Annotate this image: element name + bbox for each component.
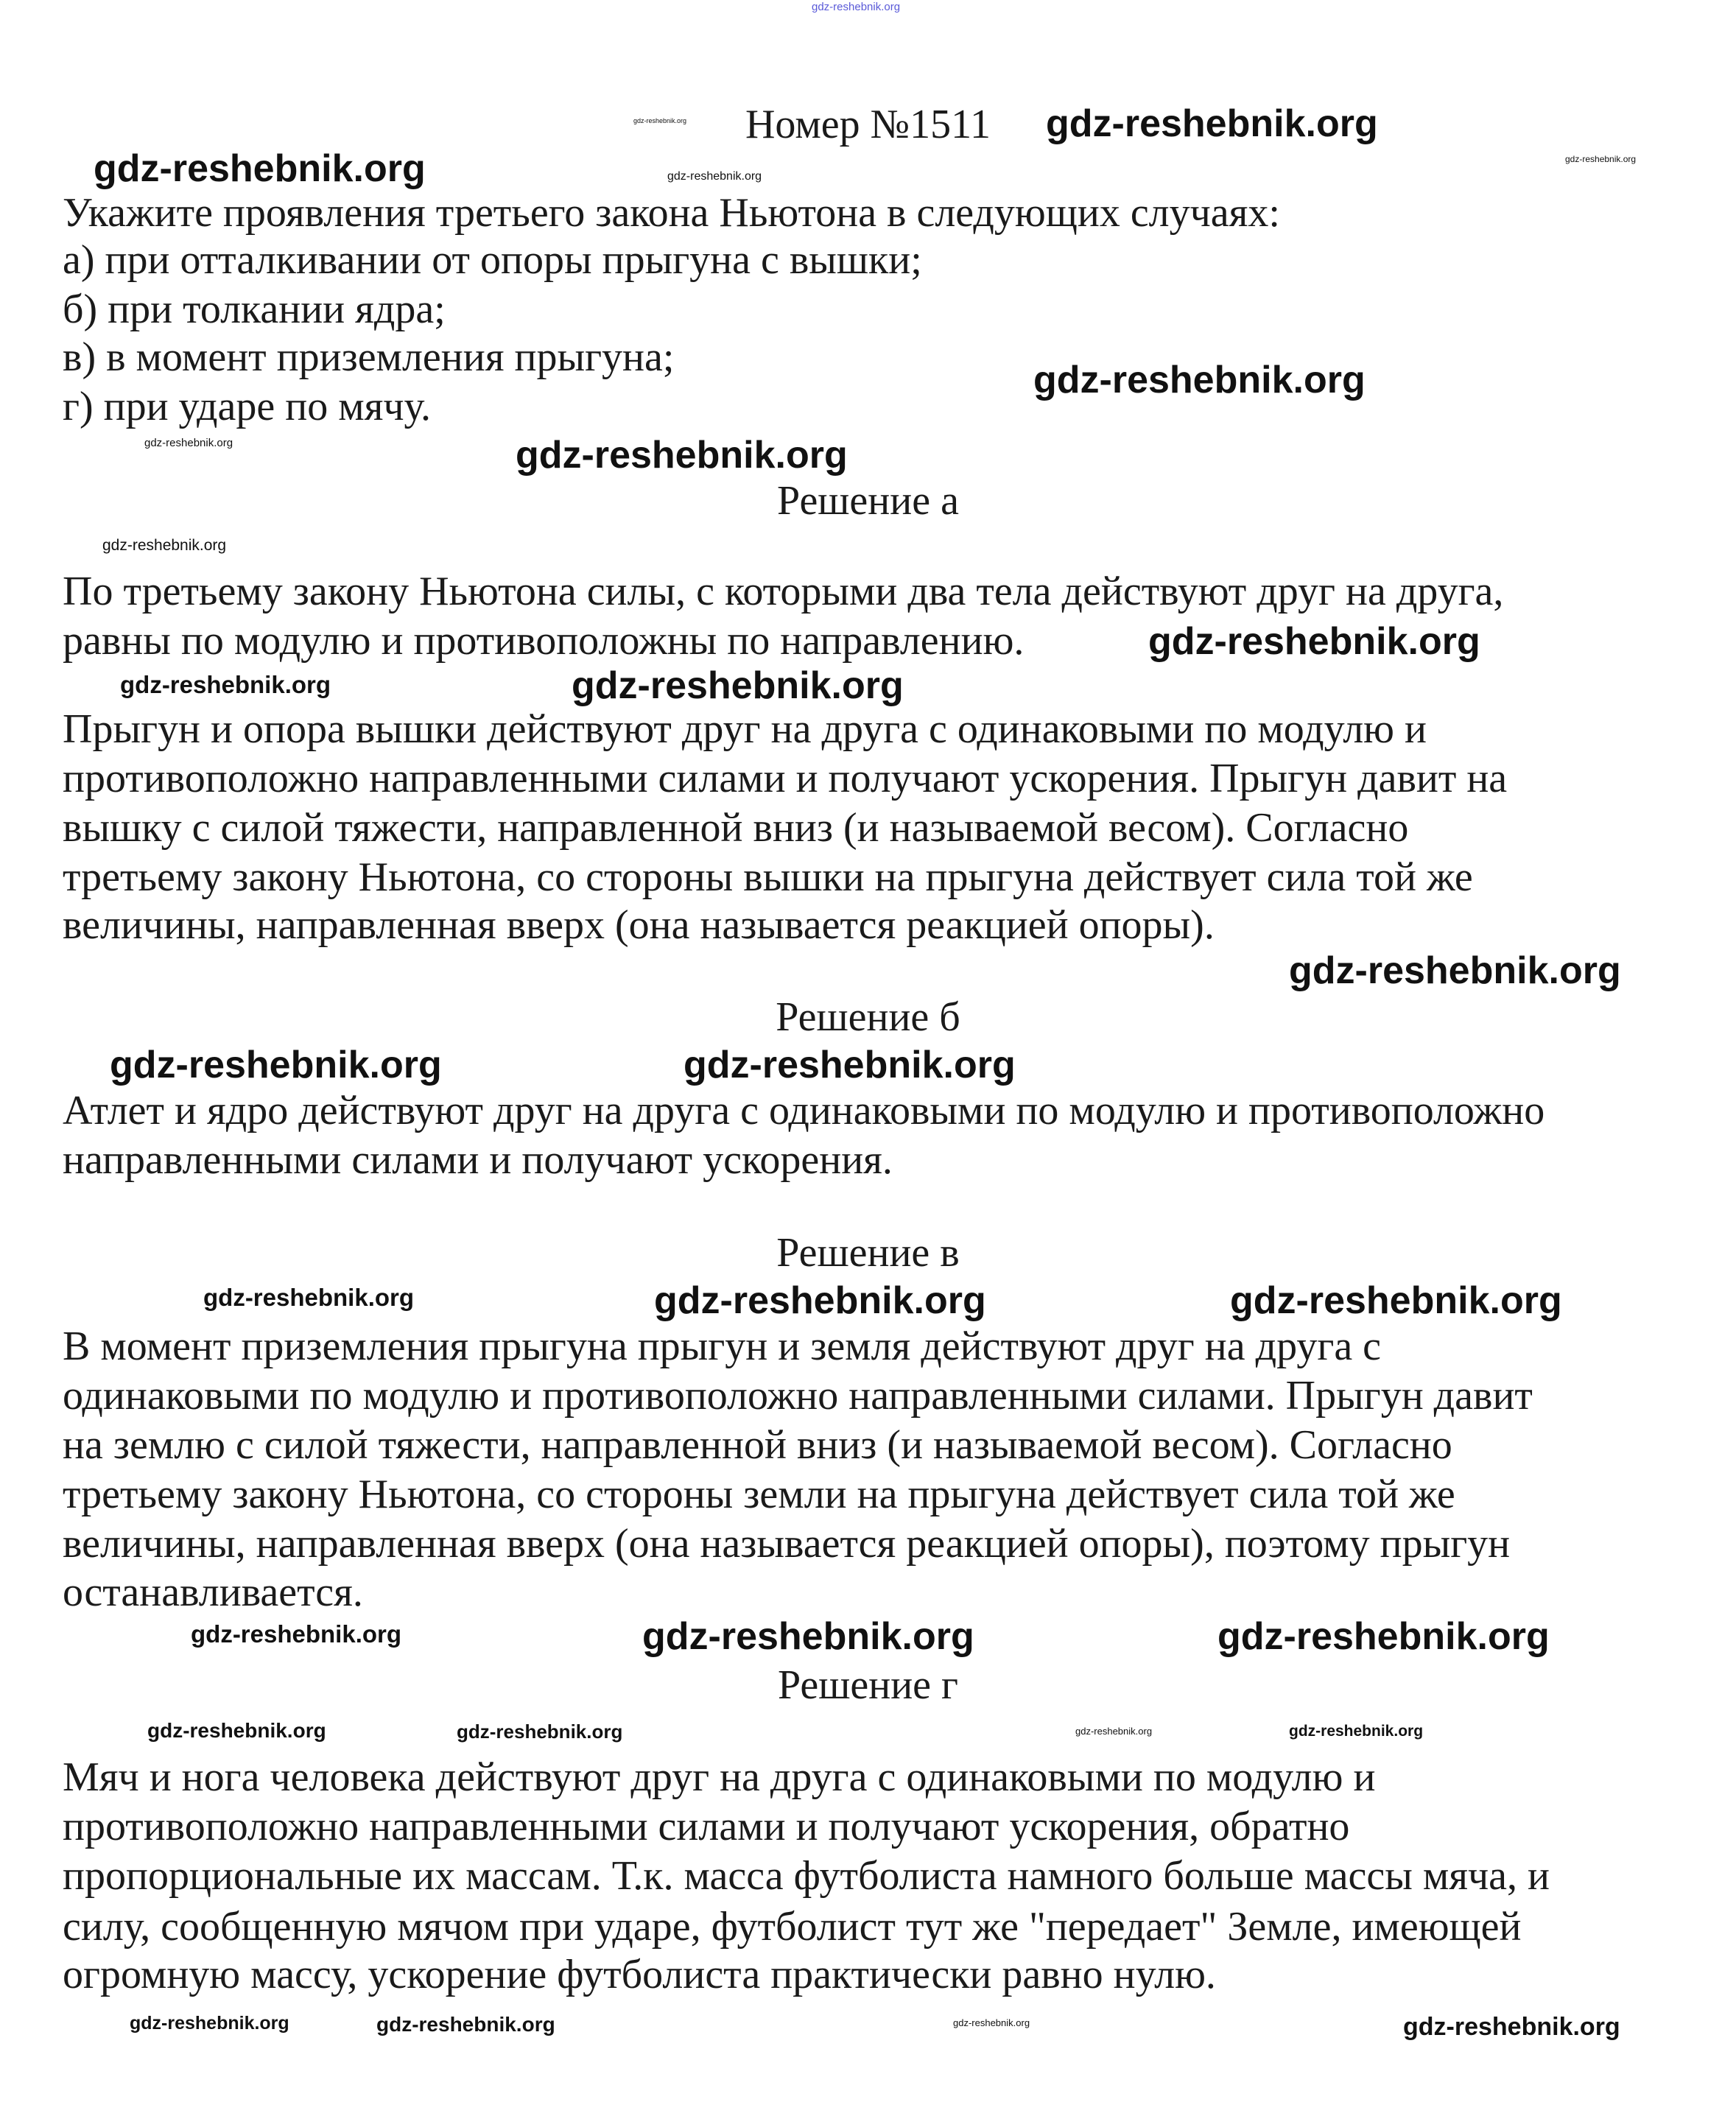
watermark: gdz-reshebnik.org	[1230, 1279, 1562, 1322]
text-line: По третьему закону Ньютона силы, с которыми два тела действуют друг на друга,	[63, 569, 1504, 614]
text-line: противоположно направленными силами и получают ускорения, обратно	[63, 1804, 1350, 1849]
watermark: gdz-reshebnik.org	[667, 170, 762, 183]
watermark: gdz-reshebnik.org	[1289, 1723, 1424, 1740]
text-line: равны по модулю и противоположны по направлению.	[63, 618, 1025, 664]
problem-line: а) при отталкивании от опоры прыгуна с вышки;	[63, 237, 922, 283]
watermark: gdz-reshebnik.org	[191, 1620, 402, 1648]
watermark: gdz-reshebnik.org	[1403, 2013, 1620, 2041]
watermark: gdz-reshebnik.org	[1148, 620, 1480, 663]
text-line: величины, направленная вверх (она называется реакцией опоры), поэтому прыгун	[63, 1521, 1511, 1567]
text-line: Атлет и ядро действуют друг на друга с одинаковыми по модулю и противоположно	[63, 1088, 1545, 1133]
problem-line: в) в момент приземления прыгуна;	[63, 334, 675, 380]
watermark: gdz-reshebnik.org	[130, 2013, 289, 2034]
text-line: третьему закону Ньютона, со стороны вышки на прыгуна действует сила той же	[63, 854, 1473, 900]
text-line: на землю с силой тяжести, направленной вниз (и называемой весом). Согласно	[63, 1422, 1452, 1468]
page-title: Номер №1511	[745, 102, 991, 147]
text-line: силу, сообщенную мячом при ударе, футболист тут же "передает" Земле, имеющей	[63, 1904, 1522, 1950]
section-heading: Решение г	[778, 1662, 958, 1708]
watermark: gdz-reshebnik.org	[457, 1720, 623, 1743]
watermark: gdz-reshebnik.org	[376, 2013, 555, 2036]
text-line: останавливается.	[63, 1570, 363, 1615]
text-line: величины, направленная вверх (она называется реакцией опоры).	[63, 902, 1215, 948]
problem-line: б) при толкании ядра;	[63, 287, 446, 332]
watermark: gdz-reshebnik.org	[120, 671, 331, 698]
watermark: gdz-reshebnik.org	[144, 437, 233, 449]
text-line: пропорциональные их массам. Т.к. масса футболиста намного больше массы мяча, и	[63, 1853, 1550, 1899]
watermark: gdz-reshebnik.org	[102, 537, 227, 554]
text-line: В момент приземления прыгуна прыгун и земля действуют друг на друга с	[63, 1324, 1382, 1369]
watermark: gdz-reshebnik.org	[953, 2017, 1030, 2028]
watermark: gdz-reshebnik.org	[147, 1719, 326, 1742]
text-line: Мяч и нога человека действуют друг на друга с одинаковыми по модулю и	[63, 1754, 1376, 1800]
section-heading: Решение а	[777, 478, 959, 524]
watermark: gdz-reshebnik.org	[633, 117, 687, 124]
watermark: gdz-reshebnik.org	[1046, 102, 1378, 145]
watermark: gdz-reshebnik.org	[683, 1044, 1016, 1086]
text-line: направленными силами и получают ускорения.	[63, 1137, 893, 1183]
section-heading: Решение б	[776, 994, 960, 1040]
section-heading: Решение в	[776, 1230, 960, 1276]
text-line: третьему закону Ньютона, со стороны земли на прыгуна действует сила той же	[63, 1472, 1455, 1517]
text-line: вышку с силой тяжести, направленной вниз (и называемой весом). Согласно	[63, 805, 1409, 851]
text-line: Прыгун и опора вышки действуют друг на друга с одинаковыми по модулю и	[63, 706, 1427, 752]
watermark: gdz-reshebnik.org	[94, 147, 426, 190]
watermark: gdz-reshebnik.org	[203, 1284, 415, 1311]
watermark: gdz-reshebnik.org	[642, 1615, 974, 1658]
text-line: противоположно направленными силами и получают ускорения. Прыгун давит на	[63, 756, 1508, 801]
watermark: gdz-reshebnik.org	[654, 1279, 986, 1322]
watermark: gdz-reshebnik.org	[516, 434, 848, 477]
watermark: gdz-reshebnik.org	[1075, 1726, 1153, 1737]
watermark: gdz-reshebnik.org	[110, 1044, 442, 1086]
text-line: огромную массу, ускорение футболиста практически равно нулю.	[63, 1952, 1216, 1997]
problem-line: Укажите проявления третьего закона Ньютона в следующих случаях:	[63, 190, 1280, 236]
watermark: gdz-reshebnik.org	[1217, 1615, 1550, 1658]
problem-line: г) при ударе по мячу.	[63, 384, 431, 429]
watermark: gdz-reshebnik.org	[572, 664, 904, 707]
watermark: gdz-reshebnik.org	[1565, 154, 1637, 164]
watermark: gdz-reshebnik.org	[1033, 359, 1366, 401]
text-line: одинаковыми по модулю и противоположно направленными силами. Прыгун давит	[63, 1373, 1533, 1419]
watermark: gdz-reshebnik.org	[812, 1, 901, 13]
watermark: gdz-reshebnik.org	[1289, 949, 1621, 992]
